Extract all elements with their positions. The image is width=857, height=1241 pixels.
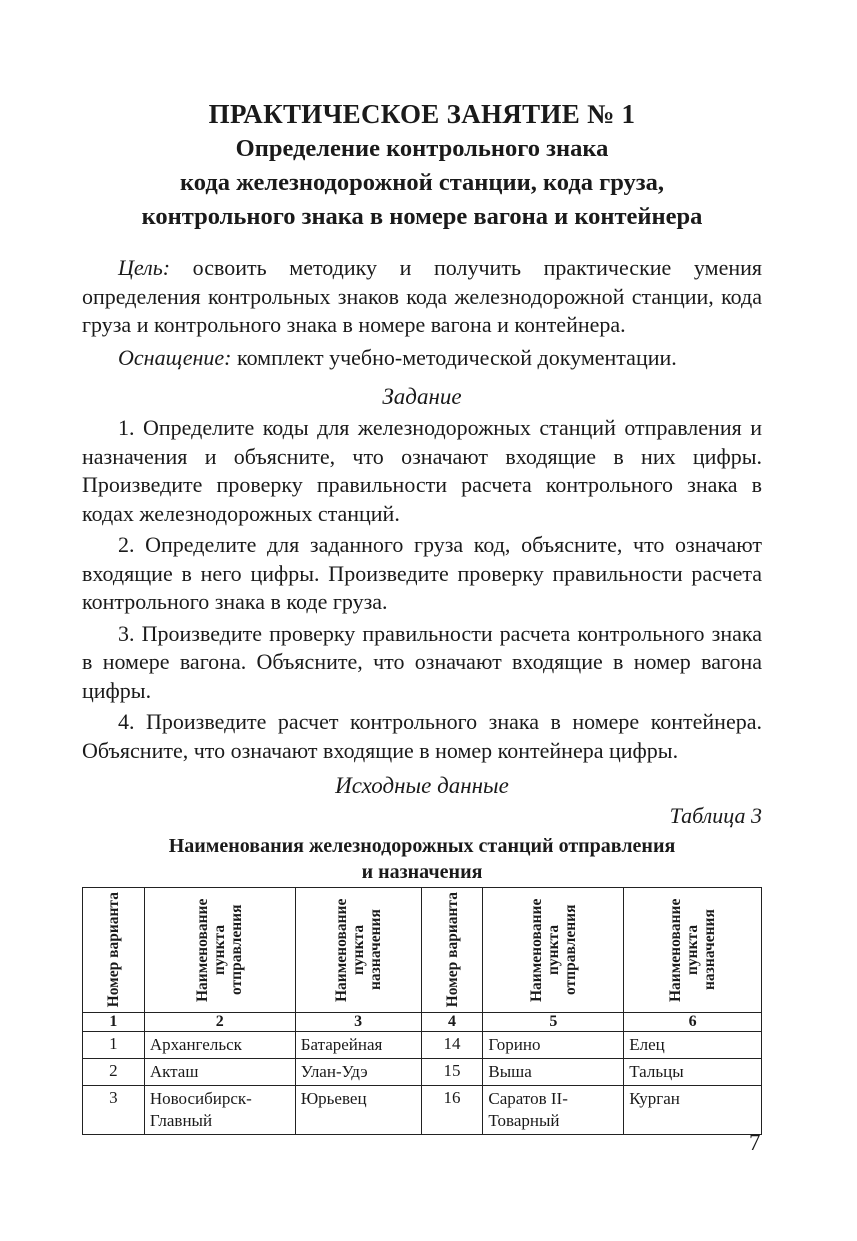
table-cell: Горино: [483, 1032, 624, 1059]
task-item-1: 1. Определите коды для железнодорожных станций отправления и назначения и объясните, что означают входящие в них цифры. Произведите проверку правильности расчета контрольного знака в кодах железнодорожных станций.: [82, 415, 762, 526]
subtitle-line-3: контрольного знака в номере вагона и контейнера: [141, 203, 703, 230]
table-cell: Улан-Удэ: [295, 1059, 421, 1086]
column-header: Наименование пункта отправления: [483, 888, 624, 1013]
subtitle-line-1: Определение контрольного знака: [235, 135, 609, 162]
column-number: 4: [421, 1013, 483, 1032]
table-cell: Акташ: [144, 1059, 295, 1086]
table-cell: Саратов II-Товарный: [483, 1086, 624, 1135]
table-title: [82, 833, 762, 885]
table-cell: Юрьевец: [295, 1086, 421, 1135]
table-cell: 16: [421, 1086, 483, 1135]
table-cell: 1: [83, 1032, 145, 1059]
column-number: 5: [483, 1013, 624, 1032]
stations-table: [82, 887, 762, 1135]
table-cell: Выша: [483, 1059, 624, 1086]
column-header: Номер варианта: [421, 888, 483, 1013]
table-title-line-2: и назначения: [361, 861, 483, 883]
table-cell: Тальцы: [624, 1059, 762, 1086]
equipment-label: Оснащение:: [118, 344, 232, 370]
task-item-3: 3. Произведите проверку правильности расчета контрольного знака в номере вагона. Объясните, что означают входящие в номер вагона цифры.: [82, 620, 762, 703]
heading-block: [82, 96, 762, 234]
table-title-line-1: Наименования железнодорожных станций отправления: [168, 835, 676, 857]
table-row: [83, 1059, 762, 1086]
equipment-text: комплект учебно-методической документации.: [231, 344, 677, 370]
task-heading: Задание: [382, 384, 462, 409]
table-header-row: [83, 888, 762, 1013]
equipment-paragraph: [82, 344, 762, 373]
table-cell: 2: [83, 1059, 145, 1086]
source-heading: Исходные данные: [335, 773, 509, 798]
page-content: [82, 96, 762, 1135]
column-number-row: [83, 1013, 762, 1032]
column-header: Наименование пункта отправления: [144, 888, 295, 1013]
table-cell: Елец: [624, 1032, 762, 1059]
task-item-4: 4. Произведите расчет контрольного знака в номере контейнера. Объясните, что означают входящие в номер контейнера цифры.: [82, 709, 762, 763]
column-number: 3: [295, 1013, 421, 1032]
goal-paragraph: [82, 254, 762, 340]
table-row: [83, 1086, 762, 1135]
table-cell: Батарейная: [295, 1032, 421, 1059]
page-title: ПРАКТИЧЕСКОЕ ЗАНЯТИЕ № 1: [208, 99, 636, 129]
table-cell: Архангельск: [144, 1032, 295, 1059]
column-header: Наименование пункта назначения: [295, 888, 421, 1013]
column-header: Наименование пункта назначения: [624, 888, 762, 1013]
table-cell: 15: [421, 1059, 483, 1086]
table-label: Таблица 3: [669, 803, 762, 828]
goal-text: освоить методику и получить практические умения определения контрольных знаков кода железнодорожной станции, кода груза и контрольного знака в номере вагона и контейнера.: [82, 255, 762, 337]
table-cell: 14: [421, 1032, 483, 1059]
table-cell: Курган: [624, 1086, 762, 1135]
table-cell: 3: [83, 1086, 145, 1135]
page-number: 7: [749, 1130, 761, 1155]
column-number: 6: [624, 1013, 762, 1032]
table-cell: Новосибирск-Главный: [144, 1086, 295, 1135]
column-number: 2: [144, 1013, 295, 1032]
table-row: [83, 1032, 762, 1059]
column-number: 1: [83, 1013, 145, 1032]
goal-label: Цель:: [118, 255, 171, 280]
column-header: Номер варианта: [83, 888, 145, 1013]
subtitle-line-2: кода железнодорожной станции, кода груза,: [179, 169, 664, 196]
task-item-2: 2. Определите для заданного груза код, объясните, что означают входящие в него цифры. Произведите проверку правильности расчета контрольного знака в коде груза.: [82, 532, 762, 614]
